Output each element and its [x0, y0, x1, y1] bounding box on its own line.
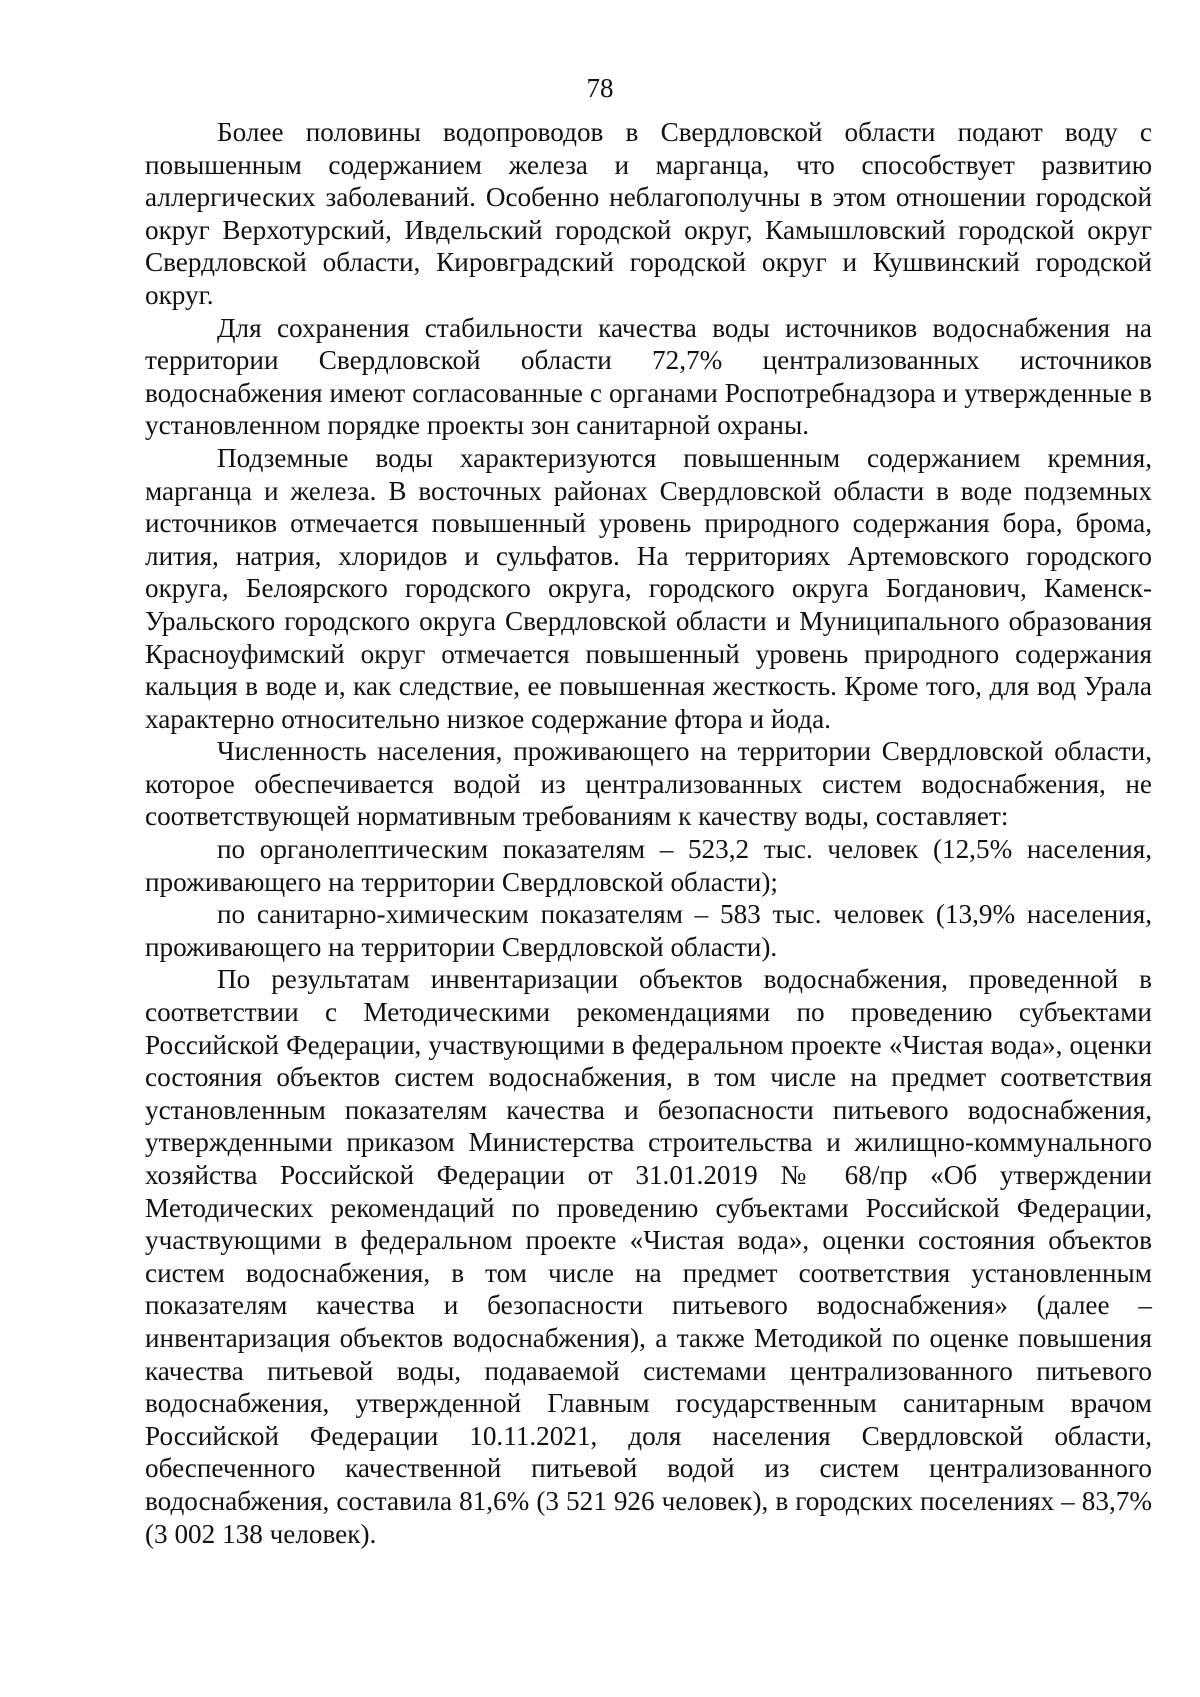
paragraph-water-iron-manganese: Более половины водопроводов в Свердловской области подают воду с повышенным содержанием железа и марганца, что способствует развитию аллергических заболеваний. Особенно неблагополучны в этом отношении городской округ Верхотурский, Ивдельский городской округ, Камышловский городской округ Свердловской области, Кировградский городской округ и Кушвинский городской округ. [145, 117, 1152, 310]
paragraph-groundwater-composition: Подземные воды характеризуются повышенным содержанием кремния, марганца и железа. В восточных районах Свердловской области в воде подземных источников отмечается повышенный уровень природного содержания бора, брома, лития, натрия, хлоридов и сульфатов. На территориях Артемовского городского округа, Белоярского городского округа, городского округа Богданович, Каменск-Уральского городского округа Свердловской области и Муниципального образования Красноуфимский округ отмечается повышенный уровень природного содержания кальция в воде и, как следствие, ее повышенная жесткость. Кроме того, для вод Урала характерно относительно низкое содержание фтора и йода. [145, 442, 1152, 734]
document-body [145, 116, 1152, 1550]
page-number: 78 [586, 73, 614, 103]
paragraph-inventory-results: По результатам инвентаризации объектов водоснабжения, проведенной в соответствии с Методическими рекомендациями по проведению субъектами Российской Федерации, участвующими в федеральном проекте «Чистая вода», оценки состояния объектов систем водоснабжения, в том числе на предмет соответствия установленным показателям качества и безопасности питьевого водоснабжения, утвержденными приказом Министерства строительства и жилищно-коммунального хозяйства Российской Федерации от 31.01.2019 № 68/пр «Об утверждении Методических рекомендаций по проведению субъектами Российской Федерации, участвующими в федеральном проекте «Чистая вода», оценки состояния объектов систем водоснабжения, в том числе на предмет соответствия установленным показателям качества и безопасности питьевого водоснабжения» (далее – инвентаризация объектов водоснабжения), а также Методикой по оценке повышения качества питьевой воды, подаваемой системами централизованного питьевого водоснабжения, утвержденной Главным государственным санитарным врачом Российской Федерации 10.11.2021, доля населения Свердловской области, обеспеченного качественной питьевой водой из систем централизованного водоснабжения, составила 81,6% (3 521 926 человек), в городских поселениях – 83,7% (3 002 138 человек). [145, 964, 1152, 1549]
paragraph-sanitary-protection-zones: Для сохранения стабильности качества воды источников водоснабжения на территории Свердловской области 72,7% централизованных источников водоснабжения имеют согласованные с органами Роспотребнадзора и утвержденные в установленном порядке проекты зон санитарной охраны. [145, 312, 1152, 441]
paragraph-sanitary-chemical-indicators: по санитарно-химическим показателям – 583 тыс. человек (13,9% населения, проживающего на территории Свердловской области). [145, 899, 1152, 962]
paragraph-population-noncompliant-water: Численность населения, проживающего на территории Свердловской области, которое обеспечивается водой из централизованных систем водоснабжения, не соответствующей нормативным требованиям к качеству воды, составляет: [145, 736, 1152, 832]
paragraph-organoleptic-indicators: по органолептическим показателям – 523,2 тыс. человек (12,5% населения, проживающего на территории Свердловской области); [145, 834, 1152, 897]
